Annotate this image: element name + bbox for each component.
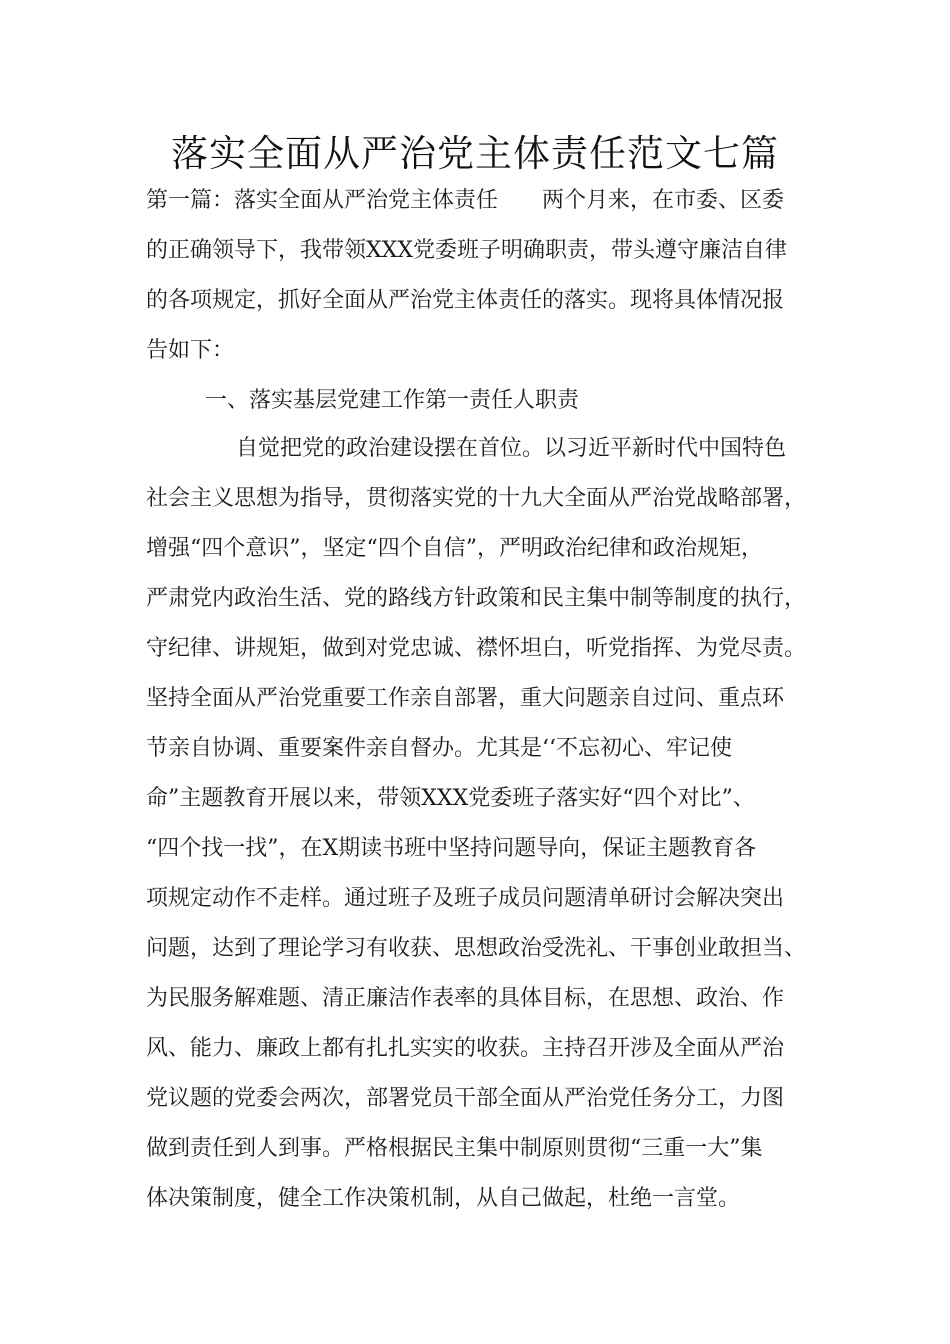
paragraph-line: “四个找一找”，在X期读书班中坚持问题导向，保证主题教育各 [146, 836, 757, 861]
paragraph-line: 守纪律、讲规矩，做到对党忠诚、襟怀坦白，听党指挥、为党尽责。 [146, 636, 807, 661]
paragraph-line: 坚持全面从严治党重要工作亲自部署，重大问题亲自过问、重点环 [146, 686, 785, 711]
paragraph-line: 项规定动作不走样。通过班子及班子成员问题清单研讨会解决突出 [146, 886, 785, 911]
paragraph-line: 第一篇：落实全面从严治党主体责任 两个月来，在市委、区委 [146, 188, 785, 213]
paragraph-line: 问题，达到了理论学习有收获、思想政治受洗礼、干事创业敢担当、 [146, 936, 807, 961]
paragraph-line: 告如下： [146, 338, 235, 363]
paragraph-line: 节亲自协调、重要案件亲自督办。尤其是‘‘不忘初心、牢记使 [146, 736, 732, 761]
paragraph-line: 自觉把党的政治建设摆在首位。以习近平新时代中国特色 [236, 436, 787, 461]
paragraph-line: 增强“四个意识”，坚定“四个自信”，严明政治纪律和政治规矩， [146, 536, 763, 561]
paragraph-line: 做到责任到人到事。严格根据民主集中制原则贯彻“三重一大”集 [146, 1136, 763, 1161]
paragraph-line: 体决策制度，健全工作决策机制，从自己做起，杜绝一言堂。 [146, 1186, 741, 1211]
paragraph-line: 党议题的党委会两次，部署党员干部全面从严治党任务分工，力图 [146, 1086, 785, 1111]
paragraph-line: 风、能力、廉政上都有扎扎实实的收获。主持召开涉及全面从严治 [146, 1036, 785, 1061]
paragraph-line: 社会主义思想为指导，贯彻落实党的十九大全面从严治党战略部署， [146, 486, 807, 511]
paragraph-line: 为民服务解难题、清正廉洁作表率的具体目标，在思想、政治、作 [146, 986, 785, 1011]
paragraph-line: 的正确领导下，我带领XXX党委班子明确职责，带头遵守廉洁自律 [146, 238, 787, 263]
document-title: 落实全面从严治党主体责任范文七篇 [171, 132, 779, 175]
section-heading: 一、落实基层党建工作第一责任人职责 [205, 388, 580, 413]
paragraph-line: 严肃党内政治生活、党的路线方针政策和民主集中制等制度的执行， [146, 586, 807, 611]
paragraph-line: 的各项规定，抓好全面从严治党主体责任的落实。现将具体情况报 [146, 288, 785, 313]
paragraph-line: 命”主题教育开展以来，带领XXX党委班子落实好“四个对比”、 [146, 786, 755, 811]
